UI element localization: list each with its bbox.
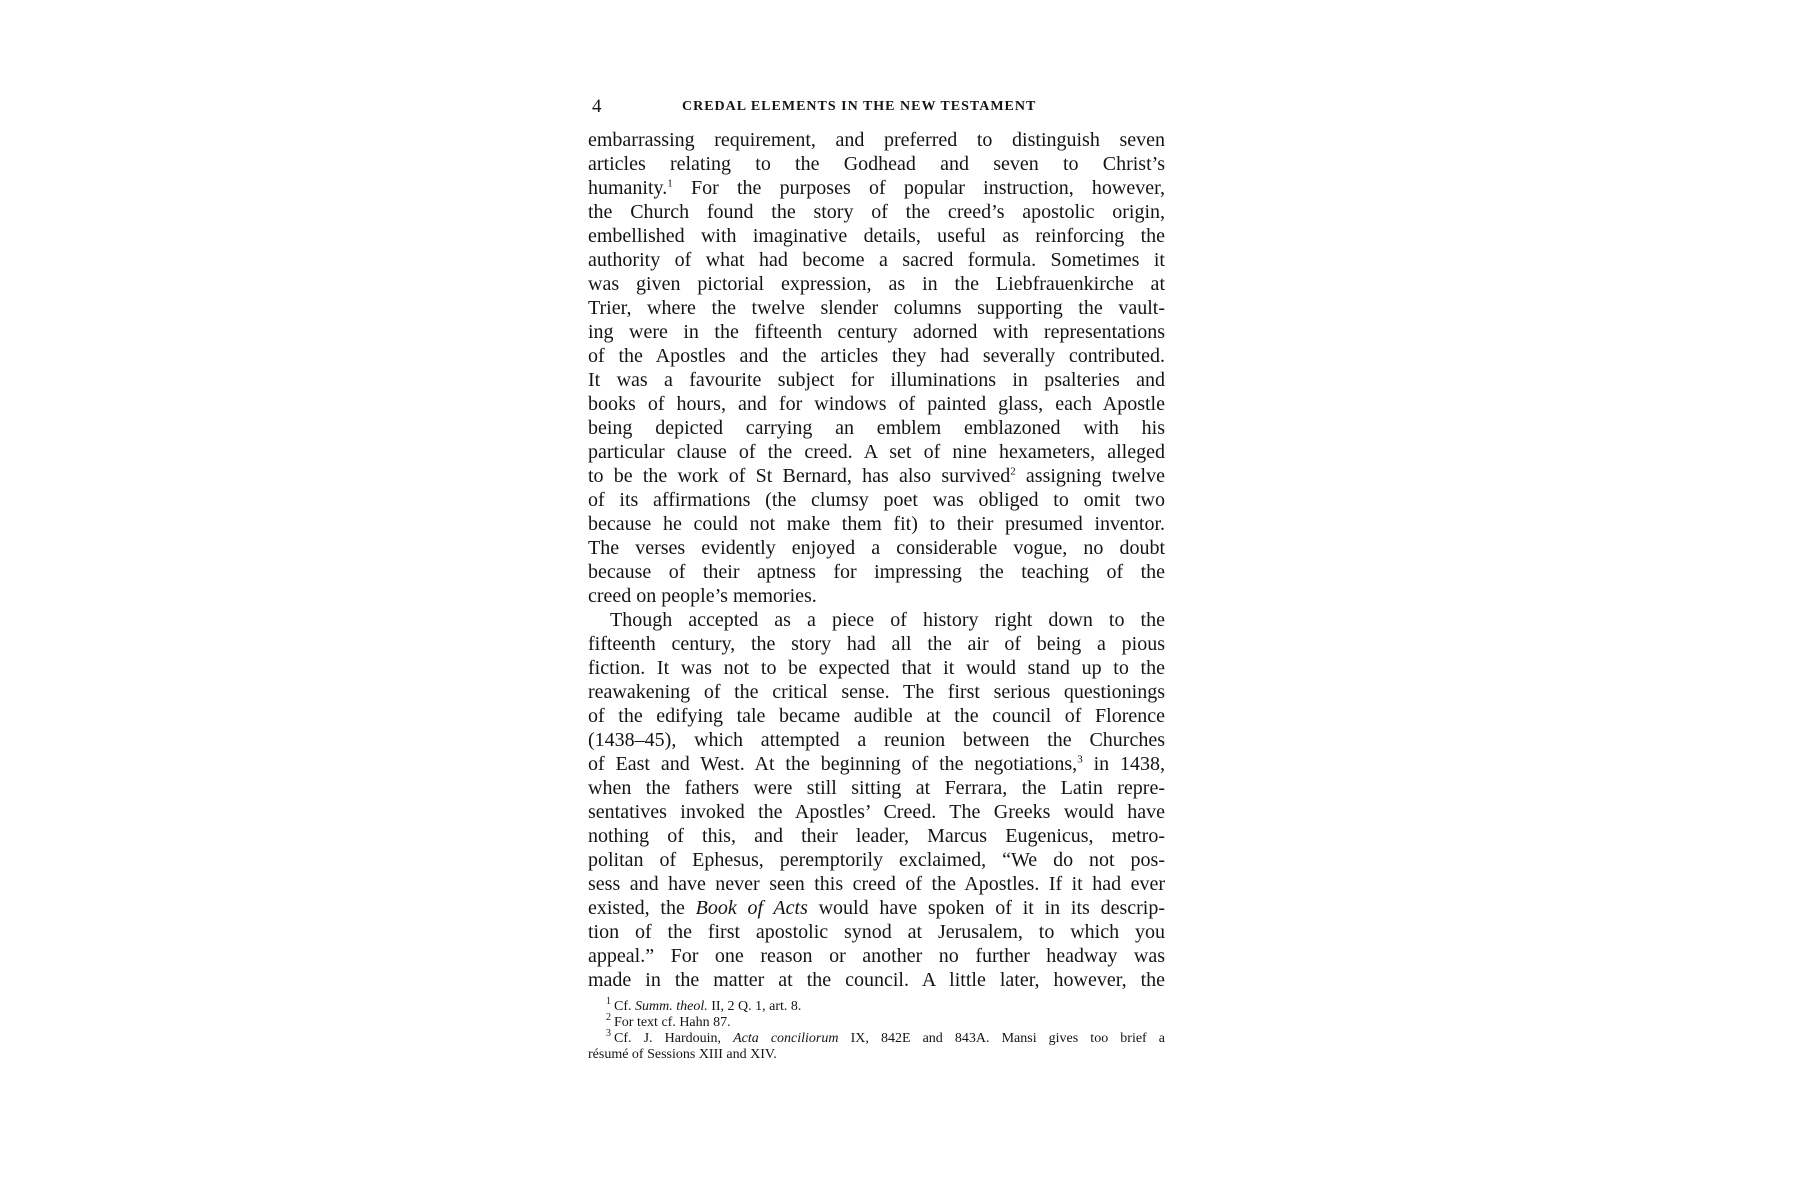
footnote-text: Cf.: [614, 999, 635, 1014]
footnote: [588, 1012, 1165, 1031]
text-line: ing were in the fifteenth century adorned with representations: [588, 321, 1165, 343]
text-line: because of their aptness for impressing the teaching of the: [588, 561, 1165, 583]
body-text: [588, 128, 1165, 992]
footnote-text: For text cf. Hahn 87.: [614, 1015, 731, 1030]
text-segment: in 1438,: [1082, 753, 1165, 775]
footnote-italic: Summ. theol.: [635, 999, 708, 1014]
text-line: embellished with imaginative details, useful as reinforcing the: [588, 225, 1165, 247]
footnote-ref: 1: [667, 177, 673, 190]
text-line: authority of what had become a sacred formula. Sometimes it: [588, 249, 1165, 271]
text-line: nothing of this, and their leader, Marcus Eugenicus, metro-: [588, 825, 1165, 847]
footnote: [588, 1028, 1166, 1047]
text-segment: of East and West. At the beginning of the negotiations,: [588, 753, 1078, 775]
text-line: fiction. It was not to be expected that it would stand up to the: [588, 657, 1165, 679]
text-line: [588, 896, 1165, 920]
text-line: [588, 176, 1165, 200]
text-line: because he could not make them fit) to their presumed inventor.: [588, 513, 1165, 535]
text-line: tion of the first apostolic synod at Jerusalem, to which you: [588, 921, 1165, 943]
text-line: was given pictorial expression, as in the Liebfrauenkirche at: [588, 273, 1165, 295]
footnote-number: 2: [606, 1012, 611, 1024]
footnote-ref: 2: [1010, 465, 1016, 478]
footnotes: [588, 996, 1166, 1063]
text-segment: For the purposes of popular instruction, however,: [672, 177, 1165, 199]
footnote-number: 1: [606, 996, 611, 1008]
text-line: the Church found the story of the creed’s apostolic origin,: [588, 201, 1165, 223]
text-line: made in the matter at the council. A little later, however, the: [588, 969, 1165, 991]
paragraph: [588, 608, 1165, 992]
text-line: of the Apostles and the articles they had severally contributed.: [588, 345, 1165, 367]
paragraph: [588, 128, 1165, 608]
text-line: Trier, where the twelve slender columns supporting the vault-: [588, 297, 1165, 319]
footnote-text: IX, 842E and 843A. Mansi gives too brief a: [838, 1031, 1166, 1046]
text-line: Though accepted as a piece of history right down to the: [610, 609, 1165, 631]
footnote-number: 3: [606, 1028, 611, 1040]
text-line: particular clause of the creed. A set of nine hexameters, alleged: [588, 441, 1165, 463]
italic-title: Book of Acts: [695, 897, 808, 919]
text-segment: existed, the: [588, 897, 696, 919]
footnote-continuation: résumé of Sessions XIII and XIV.: [588, 1047, 777, 1062]
text-line: reawakening of the critical sense. The first serious questionings: [588, 681, 1165, 703]
text-line: articles relating to the Godhead and seven to Christ’s: [588, 153, 1165, 175]
text-line: [588, 464, 1165, 488]
text-line: sess and have never seen this creed of the Apostles. If it had ever: [588, 873, 1165, 895]
text-line: The verses evidently enjoyed a considerable vogue, no doubt: [588, 537, 1165, 559]
text-segment: would have spoken of it in its descrip-: [807, 897, 1165, 919]
footnote-ref: 3: [1077, 753, 1083, 766]
text-line: It was a favourite subject for illuminations in psalteries and: [588, 369, 1165, 391]
book-page: [588, 96, 1165, 1063]
text-line: books of hours, and for windows of painted glass, each Apostle: [588, 393, 1165, 415]
running-head: [588, 96, 1165, 122]
text-line: embarrassing requirement, and preferred to distinguish seven: [588, 129, 1165, 151]
footnote-text: Cf. J. Hardouin,: [614, 1031, 734, 1046]
text-segment: to be the work of St Bernard, has also survived: [588, 465, 1011, 487]
footnote-text: II, 2 Q. 1, art. 8.: [707, 999, 802, 1014]
text-line: [588, 752, 1165, 776]
text-segment: humanity.: [588, 177, 668, 199]
running-title: CREDAL ELEMENTS IN THE NEW TESTAMENT: [682, 99, 1037, 114]
text-line: of the edifying tale became audible at the council of Florence: [588, 705, 1165, 727]
text-line: fifteenth century, the story had all the air of being a pious: [588, 633, 1165, 655]
text-line: when the fathers were still sitting at Ferrara, the Latin repre-: [588, 777, 1165, 799]
text-line: politan of Ephesus, peremptorily exclaimed, “We do not pos-: [588, 849, 1165, 871]
text-line: creed on people’s memories.: [588, 585, 817, 607]
text-line: of its affirmations (the clumsy poet was obliged to omit two: [588, 489, 1165, 511]
text-line: being depicted carrying an emblem emblazoned with his: [588, 417, 1165, 439]
page-number: 4: [592, 96, 602, 117]
footnote-italic: Acta conciliorum: [733, 1031, 839, 1046]
text-line: appeal.” For one reason or another no further headway was: [588, 945, 1165, 967]
footnote: [588, 996, 1165, 1015]
text-segment: assigning twelve: [1015, 465, 1165, 487]
text-line: (1438–45), which attempted a reunion between the Churches: [588, 729, 1165, 751]
text-line: sentatives invoked the Apostles’ Creed. The Greeks would have: [588, 801, 1165, 823]
